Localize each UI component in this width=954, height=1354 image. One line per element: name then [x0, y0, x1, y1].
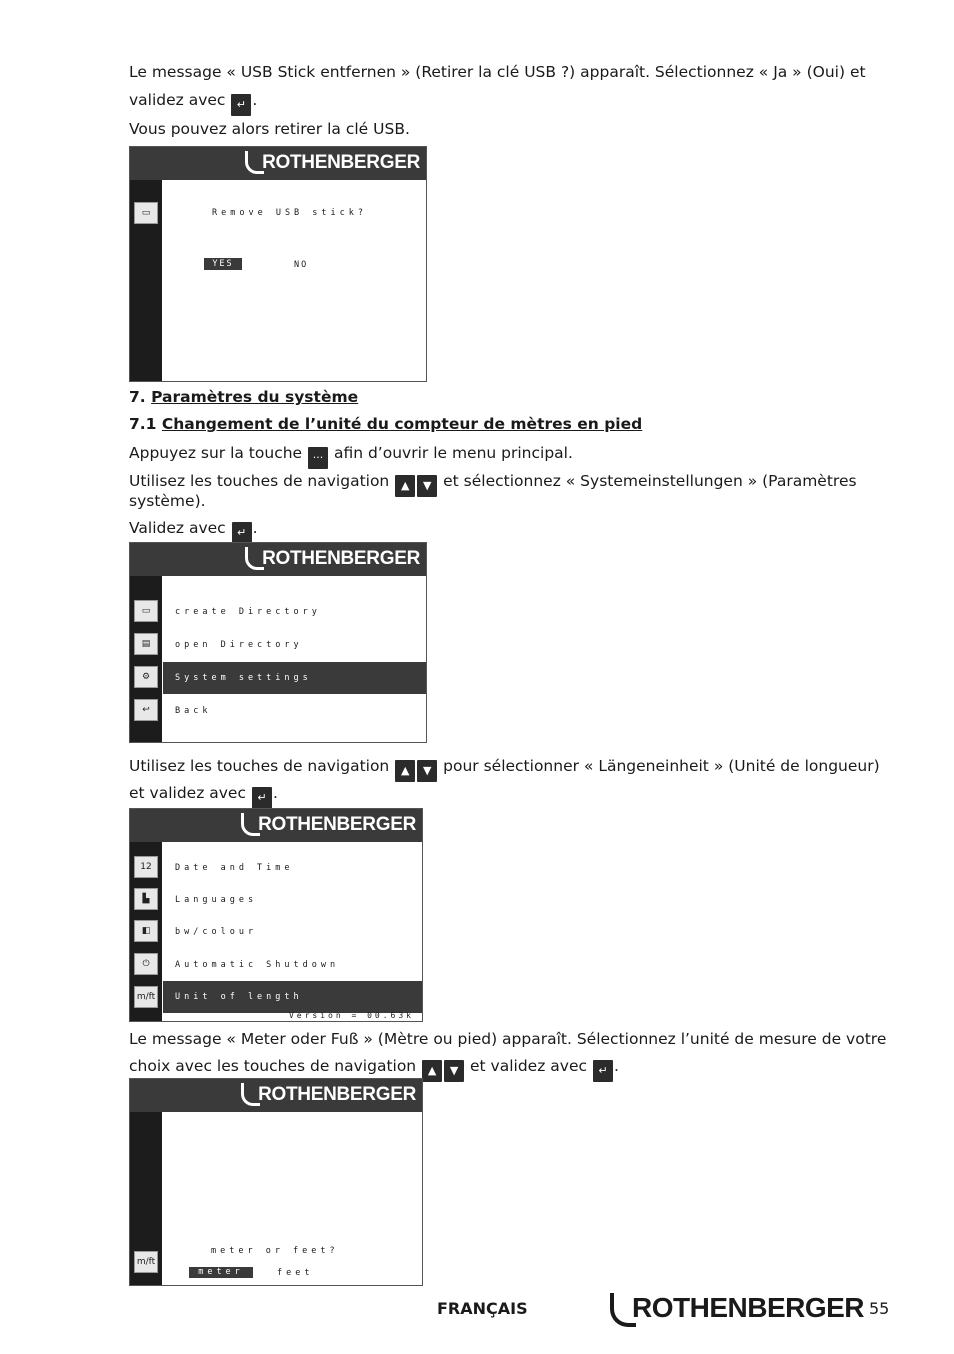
menu-item-date-time[interactable]: Date and Time [175, 863, 294, 873]
date-time-icon: 12 [134, 856, 158, 878]
menu-item-bw-colour[interactable]: bw/colour [175, 927, 258, 937]
rothenberger-logo: ROTHENBERGER [241, 813, 416, 836]
footer-language: FRANÇAIS [437, 1299, 528, 1318]
meter-or-feet-prompt: meter or feet? [211, 1246, 339, 1256]
para3-line-1: Le message « Meter oder Fuß » (Mètre ou pied) apparaît. Sélectionnez l’unité de mesure de votre [129, 1030, 887, 1048]
para1-line-4: Validez avec ↵ . [129, 518, 258, 544]
nav-down-key-icon: ▼ [417, 475, 437, 497]
screen-sidebar [130, 180, 162, 381]
para1-line-2: Utilisez les touches de navigation ▲ ▼ et sélectionnez « Systemeinstellungen » (Paramètres [129, 471, 857, 497]
nav-up-key-icon: ▲ [395, 475, 415, 497]
para1-line-1: Appuyez sur la touche ··· afin d’ouvrir le menu principal. [129, 443, 573, 469]
menu-item-system-settings[interactable]: System settings [163, 662, 426, 694]
enter-key-icon: ↵ [232, 522, 252, 544]
nav-up-key-icon: ▲ [395, 760, 415, 782]
feet-option[interactable]: feet [277, 1268, 314, 1278]
languages-icon: ▙ [134, 888, 158, 910]
nav-down-key-icon: ▼ [417, 760, 437, 782]
shutdown-icon: ⏻ [134, 953, 158, 975]
nav-down-key-icon: ▼ [444, 1060, 464, 1082]
intro-line-3: Vous pouvez alors retirer la clé USB. [129, 120, 410, 138]
menu-key-icon: ··· [308, 447, 328, 469]
section-7-1-heading: 7.1 Changement de l’unité du compteur de mètres en pied [129, 415, 643, 433]
screen-system-settings [129, 808, 423, 1022]
menu-item-create-directory[interactable]: create Directory [175, 607, 321, 617]
enter-key-icon: ↵ [231, 94, 251, 116]
version-label: Version = 00.63k [288, 1011, 414, 1020]
rothenberger-logo: ROTHENBERGER [245, 547, 420, 570]
intro-line-1: Le message « USB Stick entfernen » (Retirer la clé USB ?) apparaît. Sélectionnez « Ja » (Oui) et [129, 63, 866, 81]
para2-line-2: et validez avec ↵ . [129, 783, 278, 809]
intro-line-2: validez avec ↵ . [129, 90, 257, 116]
para1-line-3: système). [129, 492, 206, 510]
screen-header [130, 543, 426, 576]
yes-option[interactable]: YES [204, 258, 242, 270]
screen-header [130, 809, 422, 842]
screen-header [130, 1079, 422, 1112]
rothenberger-logo: ROTHENBERGER [241, 1083, 416, 1106]
meter-option[interactable]: meter [189, 1267, 253, 1278]
create-directory-icon: ▭ [134, 600, 158, 622]
no-option[interactable]: NO [294, 260, 309, 270]
menu-item-languages[interactable]: Languages [175, 895, 258, 905]
rothenberger-logo: ROTHENBERGER [245, 151, 420, 174]
menu-item-open-directory[interactable]: open Directory [175, 640, 303, 650]
screen-sidebar [130, 1112, 162, 1285]
colour-icon: ◧ [134, 920, 158, 942]
unit-of-length-icon: m/ft [134, 1251, 158, 1273]
screen-main-menu [129, 542, 427, 743]
screen-sidebar [130, 842, 162, 1021]
footer-rothenberger-logo: ROTHENBERGER [610, 1292, 864, 1327]
para3-line-2: choix avec les touches de navigation ▲ ▼ et validez avec ↵ . [129, 1056, 619, 1082]
menu-item-automatic-shutdown[interactable]: Automatic Shutdown [175, 960, 340, 970]
section-7-heading: 7. Paramètres du système [129, 388, 359, 406]
usb-icon: ▭ [134, 202, 158, 224]
para2-line-1: Utilisez les touches de navigation ▲ ▼ pour sélectionner « Längeneinheit » (Unité de longueur) [129, 756, 880, 782]
nav-up-key-icon: ▲ [422, 1060, 442, 1082]
screen-remove-usb [129, 146, 427, 382]
page-number: 55 [869, 1299, 890, 1318]
enter-key-icon: ↵ [252, 787, 272, 809]
open-directory-icon: ▤ [134, 633, 158, 655]
screen-sidebar [130, 576, 162, 742]
back-icon: ↩ [134, 699, 158, 721]
menu-item-unit-of-length[interactable]: Unit of length [163, 981, 422, 1013]
screen-meter-or-feet [129, 1078, 423, 1286]
enter-key-icon: ↵ [593, 1060, 613, 1082]
remove-usb-prompt: Remove USB stick? [212, 208, 367, 218]
screen-header [130, 147, 426, 180]
system-settings-icon: ⚙ [134, 666, 158, 688]
unit-of-length-icon: m/ft [134, 986, 158, 1008]
menu-item-back[interactable]: Back [175, 706, 212, 716]
